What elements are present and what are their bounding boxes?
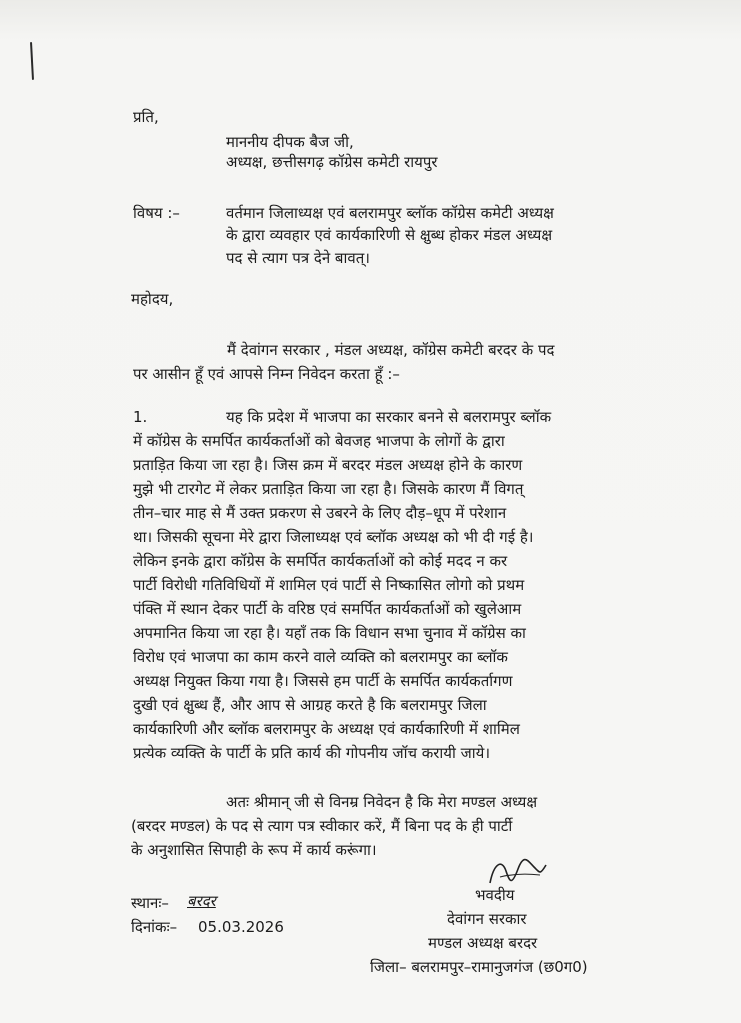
closing-line: (बरदर मण्डल) के पद से त्याग पत्र स्वीकार करें, मैं बिना पद के ही पार्टी: [131, 817, 513, 835]
point-line: दुखी एवं क्षुब्ध हैं, और आप से आग्रह करते है कि बलरामपुर जिला: [133, 696, 487, 714]
subject-line: पद से त्याग पत्र देने बावत्।: [226, 249, 370, 267]
point-line: पार्टी विरोधी गतिविधियों में शामिल एवं पार्टी से निष्कासित लोगो को प्रथम: [133, 576, 525, 594]
date-label: दिनांकः–: [131, 918, 178, 936]
closing-line: अतः श्रीमान् जी से विनम्र निवेदन है कि मेरा मण्डल अध्यक्ष: [226, 793, 538, 811]
recipient-name: माननीय दीपक बैज जी,: [226, 133, 354, 151]
intro-line: पर आसीन हूँ एवं आपसे निम्न निवेदन करता हूँ :–: [133, 365, 400, 383]
point-line: तीन–चार माह से मैं उक्त प्रकरण से उबरने के लिए दौड़–धूप में परेशान: [133, 504, 507, 522]
place-value: बरदर: [187, 892, 216, 910]
point-line: मुझे भी टारगेट में लेकर प्रताड़ित किया जा रहा है। जिसके कारण मैं विगत्: [133, 480, 524, 498]
subject-label: विषय :–: [133, 204, 180, 222]
sender-name: देवांगन सरकार: [447, 910, 527, 928]
point-line: में कॉग्रेस के समर्पित कार्यकर्ताओं को बेवजह भाजपा के लोगों के द्वारा: [133, 432, 505, 450]
sender-district: जिला– बलरामपुर–रामानुजगंज (छ0ग0): [370, 958, 588, 976]
salutation: महोदय,: [131, 290, 174, 308]
margin-pen-mark: [30, 42, 34, 80]
place-label: स्थानः–: [131, 894, 169, 912]
point-line: था। जिसकी सूचना मेरे द्वारा जिलाध्यक्ष एवं ब्लॉक अध्यक्ष को भी दी गई है।: [133, 528, 534, 546]
point-line: पंक्ति में स्थान देकर पार्टी के वरिष्ठ एवं समर्पित कार्यकर्ताओं को खुलेआम: [133, 600, 522, 618]
point-line: प्रत्येक व्यक्ति के पार्टी के प्रति कार्य की गोपनीय जॉच करायी जाये।: [133, 744, 491, 762]
point-line: अपमानित किया जा रहा है। यहाँ तक कि विधान सभा चुनाव में कॉग्रेस का: [133, 624, 526, 642]
point-line: यह कि प्रदेश में भाजपा का सरकार बनने से बलरामपुर ब्लॉक: [226, 408, 552, 426]
point-line: प्रताड़ित किया जा रहा है। जिस क्रम में बरदर मंडल अध्यक्ष होने के कारण: [133, 456, 523, 474]
closing-line: के अनुशासित सिपाही के रूप में कार्य करूंगा।: [131, 841, 377, 859]
sender-designation: मण्डल अध्यक्ष बरदर: [428, 934, 538, 952]
point-line: विरोध एवं भाजपा का काम करने वाले व्यक्ति को बलरामपुर का ब्लॉक: [133, 648, 508, 666]
sign-off: भवदीय: [475, 886, 515, 904]
subject-line: वर्तमान जिलाध्यक्ष एवं बलरामपुर ब्लॉक कॉग्रेस कमेटी अध्यक्ष: [226, 204, 554, 222]
subject-line: के द्वारा व्यवहार एवं कार्यकारिणी से क्षुब्ध होकर मंडल अध्यक्ष: [226, 226, 553, 244]
recipient-designation: अध्यक्ष, छत्तीसगढ़ कॉग्रेस कमेटी रायपुर: [226, 153, 438, 171]
intro-line: मैं देवांगन सरकार , मंडल अध्यक्ष, कॉग्रेस कमेटी बरदर के पद: [227, 341, 555, 359]
point-line: अध्यक्ष नियुक्त किया गया है। जिससे हम पार्टी के समर्पित कार्यकर्तागण: [133, 672, 513, 690]
point-line: लेकिन इनके द्वारा कॉग्रेस के समर्पित कार्यकर्ताओं को कोई मदद न कर: [133, 552, 508, 570]
date-value: 05.03.2026: [198, 918, 284, 936]
signature-scribble: [482, 855, 552, 889]
point-line: कार्यकारिणी और ब्लॉक बलरामपुर के अध्यक्ष एवं कार्यकारिणी में शामिल: [133, 720, 520, 738]
point-number: 1.: [133, 408, 148, 426]
to-label: प्रति,: [133, 108, 159, 126]
